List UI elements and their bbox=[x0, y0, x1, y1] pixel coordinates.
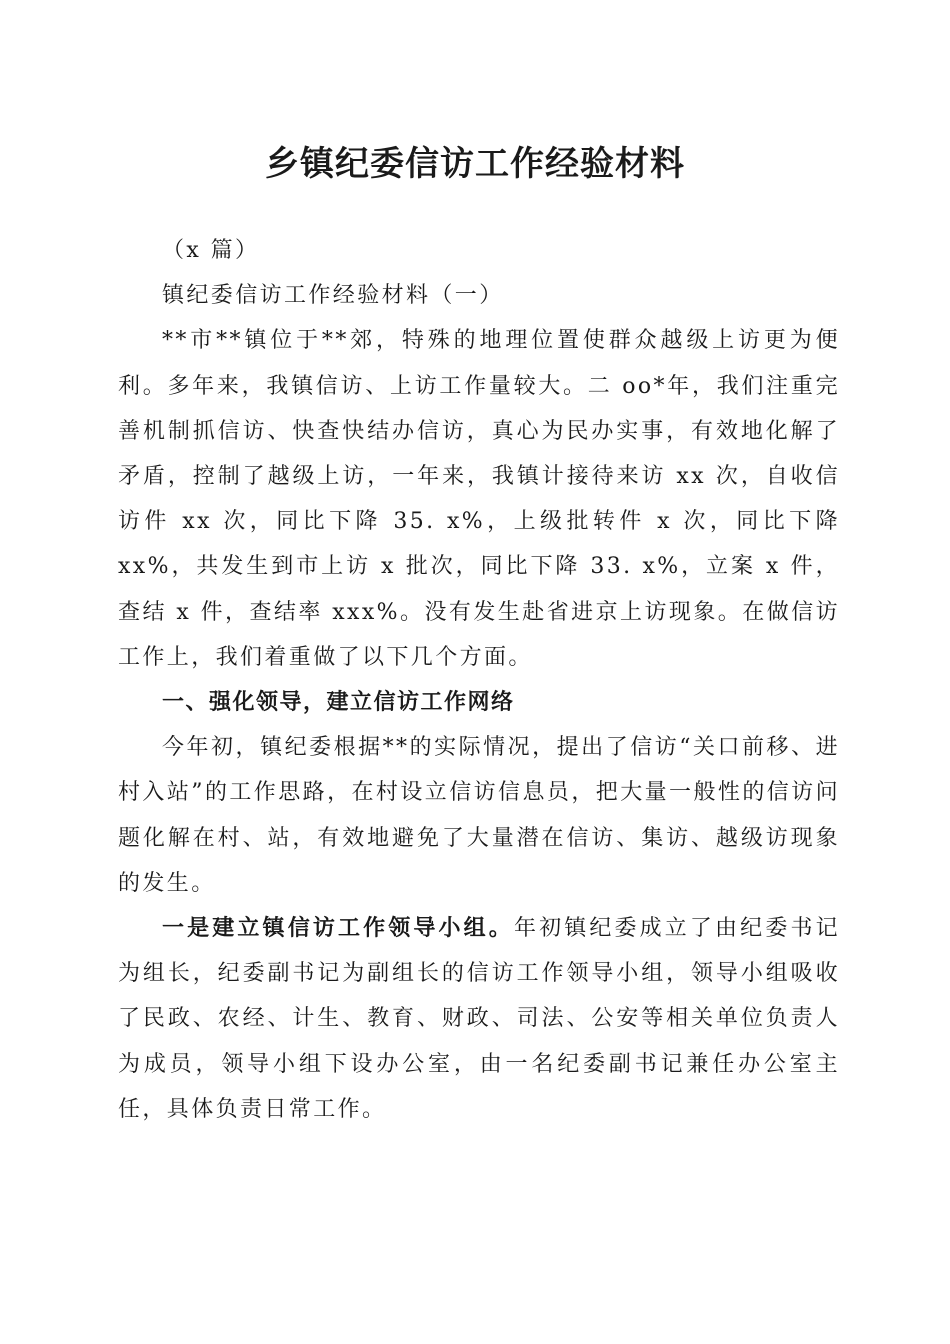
section-paragraph: 今年初，镇纪委根据**的实际情况，提出了信访“关口前移、进村入站”的工作思路，在村设立信访信息员，把大量一般性的信访问题化解在村、站，有效地避免了大量潜在信访、集访、越级访现象的发生。 bbox=[118, 735, 840, 896]
point-text: 年初镇纪委成立了由纪委书记为组长，纪委副书记为副组长的信访工作领导小组，领导小组吸收了民政、农经、计生、教育、财政、司法、公安等相关单位负责人为成员，领导小组下设办公室，由一名纪委副书记兼任办公室主任，具体负责日常工作。 bbox=[118, 916, 840, 1122]
document-body bbox=[118, 228, 840, 1132]
edition-note: （x 篇） bbox=[162, 238, 260, 263]
document-title: 乡镇纪委信访工作经验材料 bbox=[265, 144, 685, 184]
point-paragraph bbox=[118, 906, 840, 1132]
point-lead: 一是建立镇信访工作领导小组。 bbox=[162, 915, 514, 942]
intro-paragraph: **市**镇位于**郊，特殊的地理位置使群众越级上访更为便利。多年来，我镇信访、上访工作量较大。二 oo*年，我们注重完善机制抓信访、快查快结办信访，真心为民办实事，有效地化解了矛盾，控制了越级上访，一年来，我镇计接待来访 xx 次，自收信访件 xx 次，同比下降 35. x%，上级批转件 x 次，同比下降 xx%，共发生到市上访 x 批次，同比下降 33. x%，立案 x 件，查结 x 件，查结率 xxx%。没有发生赴省进京上访现象。在做信访工作上，我们着重做了以下几个方面。 bbox=[118, 328, 840, 670]
section-heading: 一、强化领导，建立信访工作网络 bbox=[162, 690, 515, 716]
document-subtitle: 镇纪委信访工作经验材料（一） bbox=[162, 283, 504, 309]
